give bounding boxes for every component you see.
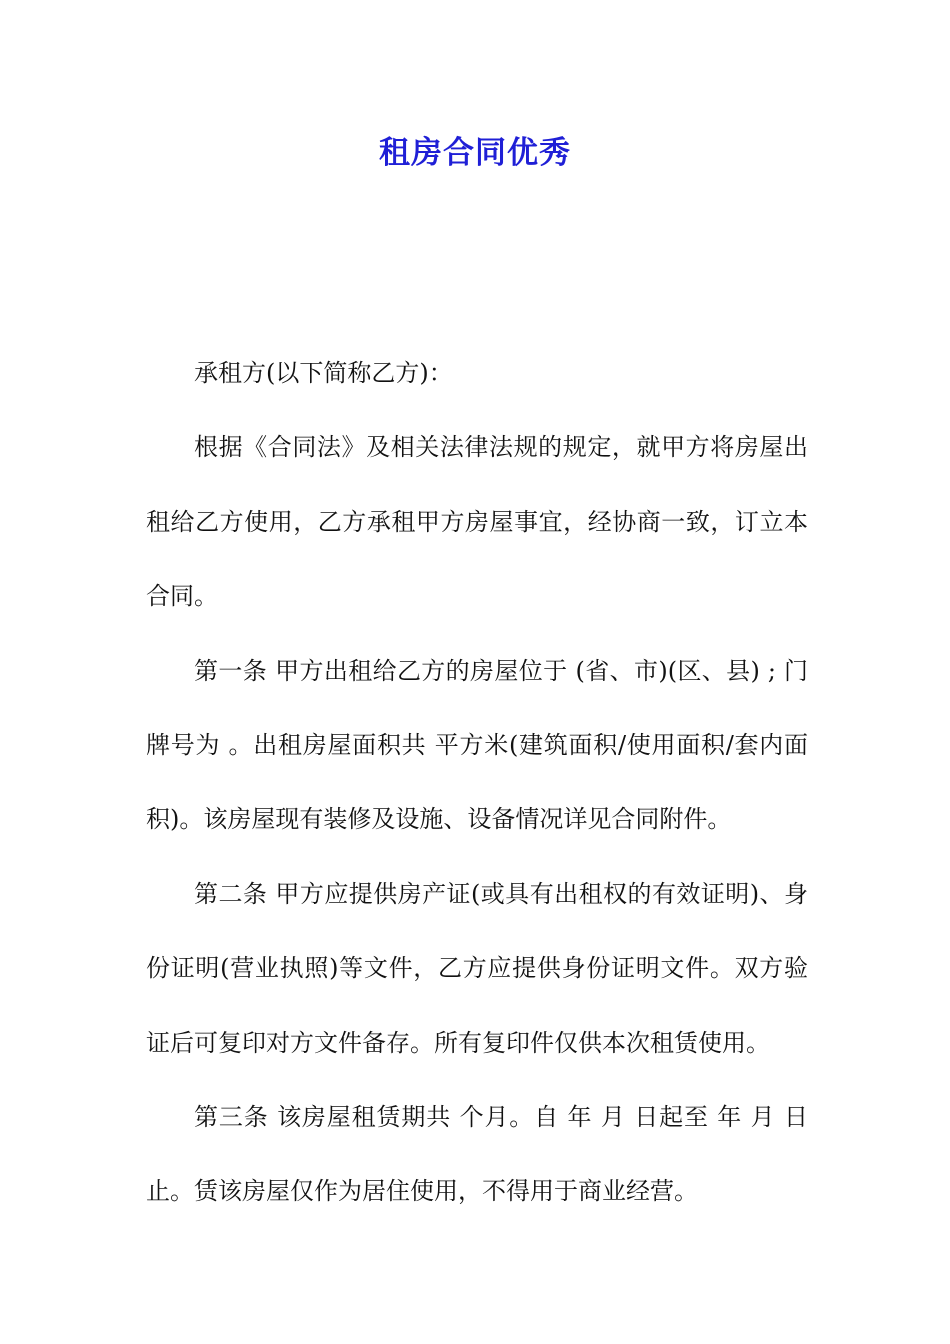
paragraph-article-1: 第一条 甲方出租给乙方的房屋位于 (省、市)(区、县) ; 门牌号为 。出租房屋面积共 平方米(建筑面积/使用面积/套内面积)。该房屋现有装修及设施、设备情况详见合同附件。 xyxy=(146,656,808,834)
document-body xyxy=(146,336,808,1229)
paragraph-preamble: 根据《合同法》及相关法律法规的规定，就甲方将房屋出租给乙方使用，乙方承租甲方房屋事宜，经协商一致，订立本合同。 xyxy=(146,433,808,611)
document-title: 租房合同优秀 xyxy=(379,135,571,171)
paragraph-article-3: 第三条 该房屋租赁期共 个月。自 年 月 日起至 年 月 日止。赁该房屋仅作为居住使用，不得用于商业经营。 xyxy=(146,1103,808,1206)
paragraph-lessee: 承租方(以下简称乙方)： xyxy=(194,359,453,387)
paragraph-article-2: 第二条 甲方应提供房产证(或具有出租权的有效证明)、身份证明(营业执照)等文件，乙方应提供身份证明文件。双方验证后可复印对方文件备存。所有复印件仅供本次租赁使用。 xyxy=(146,879,808,1057)
